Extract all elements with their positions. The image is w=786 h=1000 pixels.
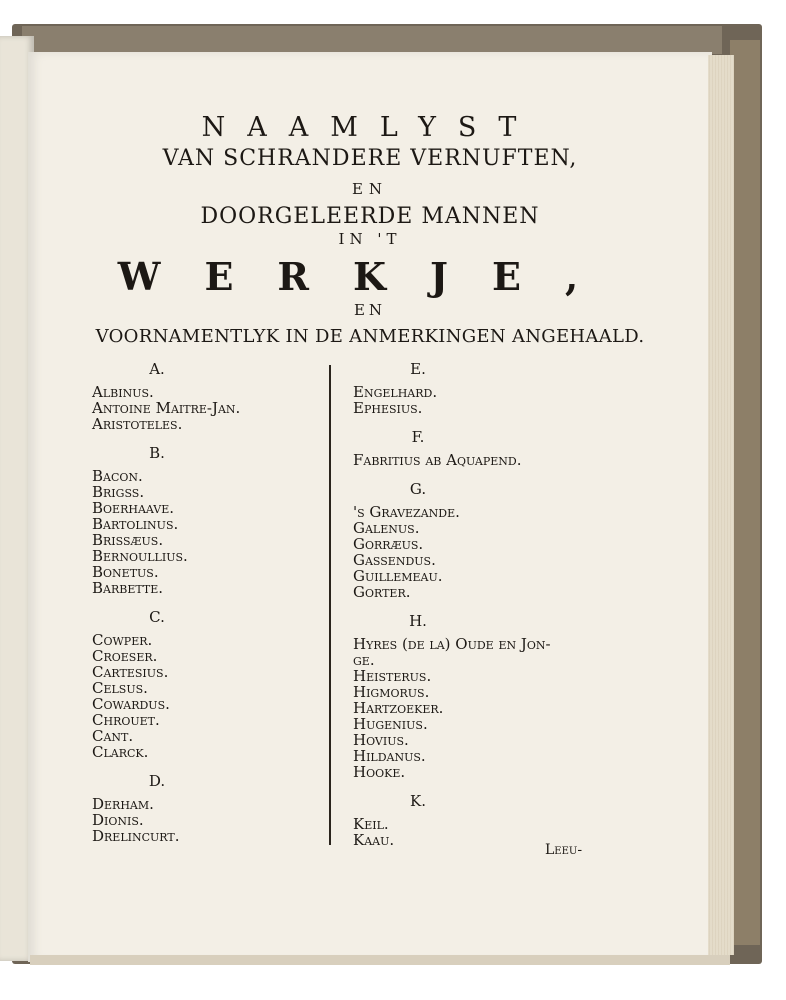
- index-name: Barbette.: [92, 579, 164, 597]
- index-name: Drelincurt.: [92, 827, 180, 845]
- index-section: [353, 480, 583, 600]
- index-name: Engelhard.: [353, 383, 438, 401]
- page-bottom-edge: [30, 955, 730, 965]
- column-divider: [329, 365, 331, 845]
- index-name: Gorter.: [353, 583, 411, 601]
- index-name: Celsus.: [92, 679, 148, 697]
- book-spine-edge: [730, 40, 760, 945]
- index-section: [353, 792, 583, 848]
- index-name: Cowper.: [92, 631, 153, 649]
- index-name: Hildanus.: [353, 747, 426, 765]
- index-name: Bartolinus.: [92, 515, 179, 533]
- index-name: Higmorus.: [353, 683, 430, 701]
- index-name: Hugenius.: [353, 715, 428, 733]
- index-section: [92, 772, 322, 844]
- section-letter: B.: [149, 444, 165, 462]
- title-en-1: EN: [351, 180, 389, 198]
- index-name: Guillemeau.: [353, 567, 443, 585]
- index-name: Kaau.: [353, 831, 395, 849]
- index-name: ge.: [353, 651, 375, 669]
- title-naamlyst: NAAMLYST: [201, 112, 539, 143]
- section-letter: F.: [411, 428, 425, 446]
- index-section: [92, 608, 322, 760]
- section-letter: E.: [410, 360, 426, 378]
- title-voornamentlyk: VOORNAMENTLYK IN DE ANMERKINGEN ANGEHAALD.: [95, 326, 645, 347]
- index-name: Hartzoeker.: [353, 699, 444, 717]
- index-name: Gorræus.: [353, 535, 424, 553]
- index-name: Croeser.: [92, 647, 158, 665]
- index-name: Bernoullius.: [92, 547, 188, 565]
- title-werkje: WERKJE,: [117, 254, 623, 299]
- section-letter: D.: [148, 772, 166, 790]
- index-name: Fabritius ab Aquapend.: [353, 451, 522, 469]
- index-name: Antoine Maitre-Jan.: [92, 399, 241, 417]
- index-right-column: [353, 360, 583, 860]
- index-section: [353, 428, 583, 468]
- index-name: 's Gravezande.: [353, 503, 460, 521]
- title-en-2: EN: [353, 301, 387, 319]
- book-cover-top: [22, 26, 722, 54]
- index-section: [353, 360, 583, 416]
- index-name: Brissæus.: [92, 531, 164, 549]
- catchword: Leeu-: [545, 842, 583, 858]
- index-name: Dionis.: [92, 811, 144, 829]
- index-name: Clarck.: [92, 743, 149, 761]
- index-name: Albinus.: [92, 383, 154, 401]
- index-name: Bacon.: [92, 467, 143, 485]
- index-name: Hovius.: [353, 731, 409, 749]
- index-name: Derham.: [92, 795, 154, 813]
- section-letter: C.: [149, 608, 165, 626]
- index-name: Heisterus.: [353, 667, 432, 685]
- index-name: Cowardus.: [92, 695, 170, 713]
- index-left-column: [92, 360, 322, 856]
- section-letter: H.: [409, 612, 427, 630]
- index-section: [92, 360, 322, 432]
- index-name: Hooke.: [353, 763, 406, 781]
- index-name: Ephesius.: [353, 399, 423, 417]
- section-letter: K.: [410, 792, 426, 810]
- index-name: Cant.: [92, 727, 134, 745]
- index-name: Aristoteles.: [92, 415, 183, 433]
- index-name: Chrouet.: [92, 711, 160, 729]
- index-name: Gassendus.: [353, 551, 436, 569]
- index-section: [353, 612, 583, 780]
- index-name: Boerhaave.: [92, 499, 175, 517]
- index-section: [92, 444, 322, 596]
- title-doorgeleerde: DOORGELEERDE MANNEN: [200, 204, 540, 229]
- index-name: Bonetus.: [92, 563, 159, 581]
- index-name: Galenus.: [353, 519, 420, 537]
- section-letter: G.: [409, 480, 427, 498]
- index-name: Cartesius.: [92, 663, 169, 681]
- title-subtitle: VAN SCHRANDERE VERNUFTEN,: [162, 146, 578, 171]
- index-name: Keil.: [353, 815, 389, 833]
- section-letter: A.: [149, 360, 165, 378]
- title-in-t: IN 'T: [338, 230, 402, 248]
- index-name: Hyres (de la) Oude en Jon-: [353, 635, 551, 653]
- index-name: Brigss.: [92, 483, 145, 501]
